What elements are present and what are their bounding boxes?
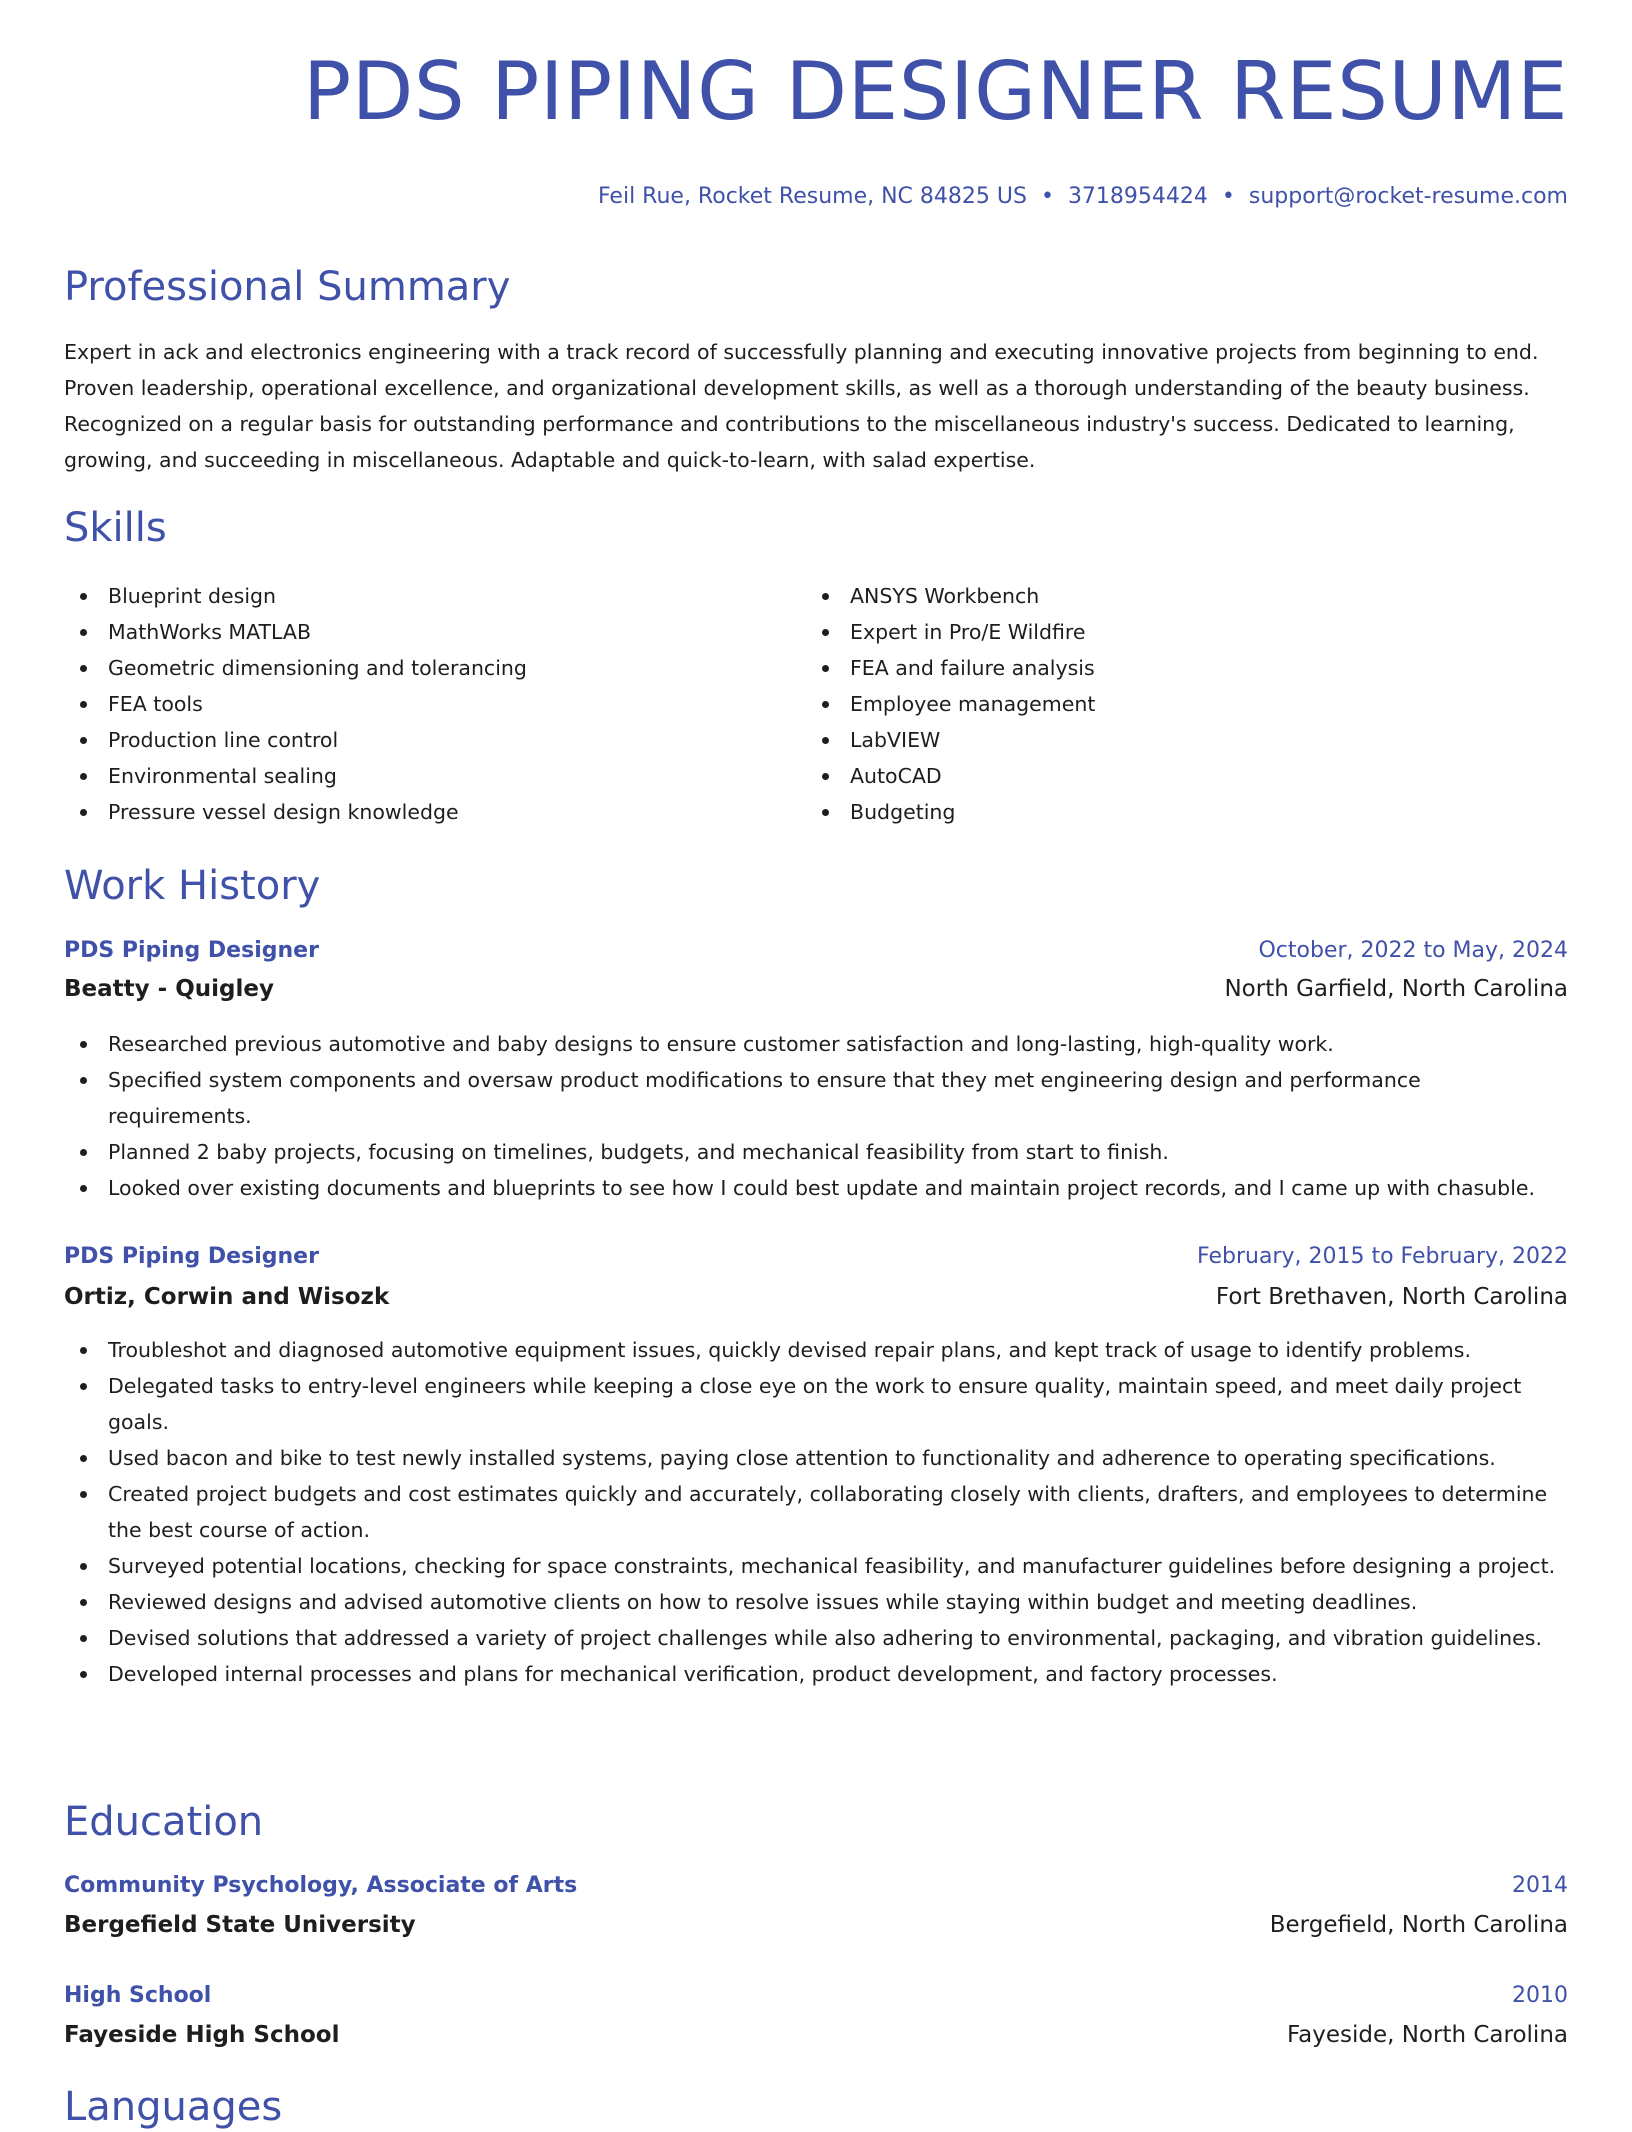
skills-list-left: [64, 578, 764, 830]
summary-text: Expert in ack and electronics engineering with a track record of successfully planning and executing innovative projects from beginning to end. Proven leadership, operational excellence, and organizational development skills, as well as a thorough understanding of the beauty business. Recognized on a regular basis for outstanding performance and contributions to the miscellaneous industry's success. Dedicated to learning, growing, and succeeding in miscellaneous. Adaptable and quick-to-learn, with salad expertise.: [64, 340, 1539, 472]
skill-item: Environmental sealing: [64, 758, 764, 794]
job-dates: October, 2022 to May, 2024: [1258, 938, 1568, 963]
job-bullet: Planned 2 baby projects, focusing on timelines, budgets, and mechanical feasibility from start to finish.: [64, 1134, 1568, 1170]
contact-address: Feil Rue, Rocket Resume, NC 84825 US: [597, 184, 1027, 209]
work-history-heading: Work History: [64, 863, 321, 909]
contact-separator: •: [1221, 184, 1235, 209]
job-bullet: Surveyed potential locations, checking for space constraints, mechanical feasibility, and manufacturer guidelines before designing a project.: [64, 1548, 1568, 1584]
job-header: [64, 934, 1568, 968]
education-subheader: [64, 2018, 1568, 2052]
resume-title: PDS PIPING DESIGNER RESUME: [303, 45, 1568, 138]
skill-item: Expert in Pro/E Wildfire: [806, 614, 1506, 650]
job-title: PDS Piping Designer: [64, 1244, 319, 1269]
job-bullet: Looked over existing documents and blueprints to see how I could best update and maintain project records, and I came up with chasuble.: [64, 1170, 1568, 1206]
job-bullets: [64, 1026, 1568, 1206]
job-header: [64, 1240, 1568, 1274]
education-header: [64, 1869, 1568, 1903]
skill-item: Blueprint design: [64, 578, 764, 614]
job-bullet: Reviewed designs and advised automotive clients on how to resolve issues while staying within budget and meeting deadlines.: [64, 1584, 1568, 1620]
skill-item: FEA tools: [64, 686, 764, 722]
education-year: 2014: [1512, 1873, 1568, 1898]
education-degree: Community Psychology, Associate of Arts: [64, 1873, 578, 1898]
skill-item: ANSYS Workbench: [806, 578, 1506, 614]
education-header: [64, 1979, 1568, 2013]
contact-line: [598, 182, 1568, 212]
job-dates: February, 2015 to February, 2022: [1197, 1244, 1568, 1269]
education-heading: Education: [64, 1799, 264, 1845]
job-bullet: Delegated tasks to entry-level engineers while keeping a close eye on the work to ensure quality, maintain speed, and meet daily project goals.: [64, 1368, 1568, 1440]
job-bullet: Specified system components and oversaw product modifications to ensure that they met engineering design and performance requirements.: [64, 1062, 1568, 1134]
education-location: Fayeside, North Carolina: [1287, 2022, 1568, 2048]
skill-item: Pressure vessel design knowledge: [64, 794, 764, 830]
education-year: 2010: [1512, 1983, 1568, 2008]
education-degree: High School: [64, 1983, 212, 2008]
skill-item: FEA and failure analysis: [806, 650, 1506, 686]
education-school: Bergefield State University: [64, 1912, 416, 1938]
job-company: Beatty - Quigley: [64, 976, 274, 1002]
job-company: Ortiz, Corwin and Wisozk: [64, 1284, 390, 1310]
skill-item: Employee management: [806, 686, 1506, 722]
job-bullets: [64, 1332, 1568, 1692]
education-school: Fayeside High School: [64, 2022, 340, 2048]
job-bullet: Used bacon and bike to test newly installed systems, paying close attention to functionality and adherence to operating specifications.: [64, 1440, 1568, 1476]
education-location: Bergefield, North Carolina: [1269, 1912, 1568, 1938]
skill-item: AutoCAD: [806, 758, 1506, 794]
job-bullet: Devised solutions that addressed a variety of project challenges while also adhering to environmental, packaging, and vibration guidelines.: [64, 1620, 1568, 1656]
skill-item: Budgeting: [806, 794, 1506, 830]
languages-heading: Languages: [64, 2084, 283, 2130]
skill-item: MathWorks MATLAB: [64, 614, 764, 650]
skills-heading: Skills: [64, 505, 167, 551]
job-location: North Garfield, North Carolina: [1224, 976, 1568, 1002]
contact-phone: 3718954424: [1067, 184, 1208, 209]
skill-item: Production line control: [64, 722, 764, 758]
education-subheader: [64, 1908, 1568, 1942]
skill-item: LabVIEW: [806, 722, 1506, 758]
job-subheader: [64, 972, 1568, 1006]
job-bullet: Created project budgets and cost estimates quickly and accurately, collaborating closely with clients, drafters, and employees to determine the best course of action.: [64, 1476, 1568, 1548]
job-location: Fort Brethaven, North Carolina: [1215, 1284, 1568, 1310]
job-bullet: Troubleshot and diagnosed automotive equipment issues, quickly devised repair plans, and kept track of usage to identify problems.: [64, 1332, 1568, 1368]
contact-separator: •: [1040, 184, 1054, 209]
job-subheader: [64, 1280, 1568, 1314]
skills-list-right: [806, 578, 1506, 830]
job-bullet: Researched previous automotive and baby designs to ensure customer satisfaction and long-lasting, high-quality work.: [64, 1026, 1568, 1062]
job-title: PDS Piping Designer: [64, 938, 319, 963]
skill-item: Geometric dimensioning and tolerancing: [64, 650, 764, 686]
job-bullet: Developed internal processes and plans for mechanical verification, product development, and factory processes.: [64, 1656, 1568, 1692]
summary-heading: Professional Summary: [64, 264, 511, 310]
contact-email[interactable]: support@rocket-resume.com: [1248, 184, 1568, 209]
